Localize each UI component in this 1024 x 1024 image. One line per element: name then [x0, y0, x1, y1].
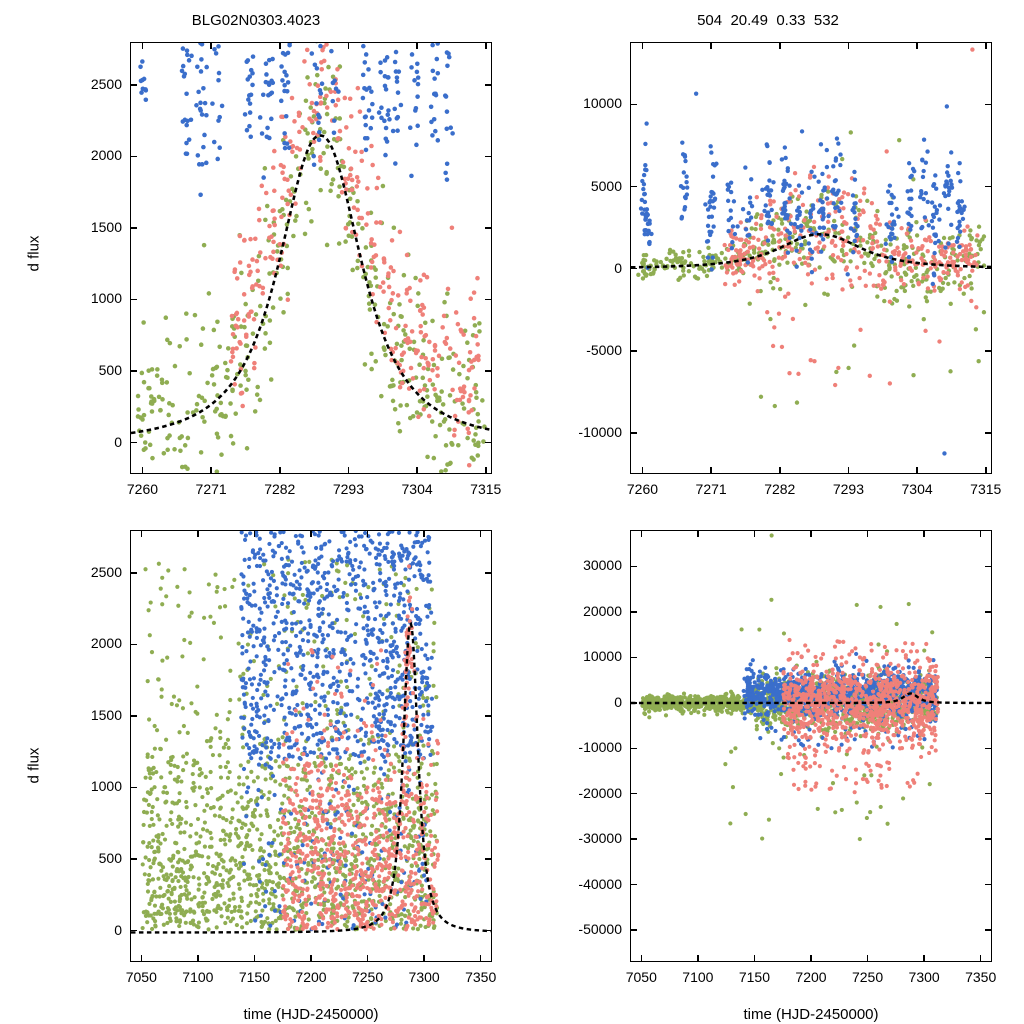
x-tick [779, 467, 781, 474]
x-tick [480, 955, 482, 962]
x-tick-label: 7282 [764, 481, 796, 497]
y-tick [630, 611, 637, 613]
x-tick [348, 42, 350, 49]
y-tick-label: -50000 [578, 921, 622, 938]
y-tick [630, 432, 637, 434]
y-tick-label: -10000 [578, 423, 622, 440]
x-tick-label: 7100 [682, 969, 714, 985]
y-tick [630, 186, 637, 188]
x-tick [641, 530, 643, 537]
y-tick [485, 787, 492, 789]
y-tick-label: 500 [98, 362, 122, 378]
panel-bottom-left-scatter [131, 531, 491, 961]
x-tick-label: 7350 [965, 969, 997, 985]
x-tick [810, 530, 812, 537]
y-tick [630, 702, 637, 704]
y-tick-label: -40000 [578, 875, 622, 892]
y-tick [985, 268, 992, 270]
y-tick [985, 186, 992, 188]
y-tick-label: 0 [114, 921, 122, 938]
x-tick [416, 467, 418, 474]
y-tick [985, 702, 992, 704]
y-tick-label: 500 [98, 850, 122, 866]
y-tick [985, 350, 992, 352]
panel-top-right [512, 0, 1024, 512]
x-tick [916, 467, 918, 474]
y-tick-label: 1000 [90, 778, 122, 795]
x-tick [642, 467, 644, 474]
y-tick [130, 644, 137, 646]
y-tick-label: 20000 [583, 602, 622, 619]
y-tick-label: -20000 [578, 784, 622, 801]
x-tick [754, 530, 756, 537]
y-tick [485, 442, 492, 444]
y-tick-label: -5000 [586, 341, 622, 358]
x-tick [697, 530, 699, 537]
x-tick [254, 955, 256, 962]
x-tick [310, 530, 312, 537]
y-tick [130, 858, 137, 860]
y-tick-label: 1000 [90, 290, 122, 307]
y-tick [130, 442, 137, 444]
y-tick [985, 657, 992, 659]
panel-top-left-ylabel: d flux [25, 235, 43, 272]
panel-bottom-right-plot-area[interactable] [630, 530, 992, 962]
y-tick [630, 748, 637, 750]
x-tick-label: 7050 [625, 969, 657, 985]
y-tick-label: -30000 [578, 830, 622, 847]
x-tick [985, 467, 987, 474]
x-tick [697, 955, 699, 962]
y-tick [985, 884, 992, 886]
x-tick [423, 955, 425, 962]
y-tick [630, 793, 637, 795]
x-tick [641, 955, 643, 962]
panel-bottom-left-plot-area[interactable] [130, 530, 492, 962]
y-tick [130, 299, 137, 301]
y-tick [485, 370, 492, 372]
x-tick-label: 7293 [332, 481, 365, 497]
x-tick-label: 7300 [408, 969, 440, 985]
y-tick [985, 611, 992, 613]
x-tick-label: 7150 [238, 969, 271, 985]
panel-top-left-scatter [131, 43, 491, 473]
panel-top-right-scatter [631, 43, 991, 473]
x-tick [279, 42, 281, 49]
x-tick [923, 955, 925, 962]
y-tick [130, 572, 137, 574]
x-tick [141, 530, 143, 537]
x-tick [141, 955, 143, 962]
panel-bottom-left-ylabel: d flux [25, 747, 43, 784]
panel-bottom-right [512, 512, 1024, 1024]
x-tick-label: 7250 [851, 969, 884, 985]
x-tick [367, 530, 369, 537]
y-tick [630, 884, 637, 886]
x-tick [848, 467, 850, 474]
y-tick [630, 929, 637, 931]
y-tick-label: 2000 [90, 147, 122, 164]
x-tick-label: 7271 [195, 481, 227, 497]
y-tick [130, 787, 137, 789]
x-tick [279, 467, 281, 474]
y-tick-label: 30000 [583, 557, 622, 574]
x-tick [416, 42, 418, 49]
y-tick-label: 10000 [583, 648, 622, 665]
y-tick [485, 715, 492, 717]
x-tick [310, 955, 312, 962]
y-tick [630, 268, 637, 270]
y-tick [485, 930, 492, 932]
panel-top-right-title: 504 20.49 0.33 532 [697, 12, 839, 29]
x-tick-label: 7200 [295, 969, 327, 985]
y-tick-label: 0 [614, 693, 622, 710]
y-tick [130, 84, 137, 86]
y-tick [630, 350, 637, 352]
x-tick [348, 467, 350, 474]
y-tick-label: 0 [114, 433, 122, 450]
x-tick [980, 530, 982, 537]
x-tick-label: 7350 [465, 969, 497, 985]
x-tick [367, 955, 369, 962]
x-tick [485, 42, 487, 49]
x-tick [810, 955, 812, 962]
y-tick-label: -10000 [578, 739, 622, 756]
x-tick-label: 7050 [125, 969, 157, 985]
y-tick [985, 793, 992, 795]
y-tick [130, 370, 137, 372]
y-tick [985, 929, 992, 931]
y-tick-label: 10000 [583, 95, 622, 112]
x-tick [142, 42, 144, 49]
y-tick-label: 0 [614, 259, 622, 276]
y-tick [485, 227, 492, 229]
panel-top-right-plot-area[interactable] [630, 42, 992, 474]
panel-bottom-right-xlabel: time (HJD-2450000) [743, 1006, 879, 1023]
y-tick [630, 838, 637, 840]
y-tick [630, 104, 637, 106]
x-tick [210, 467, 212, 474]
y-tick-label: 2500 [90, 563, 122, 580]
x-tick-label: 7315 [970, 481, 1002, 497]
x-tick [710, 42, 712, 49]
panel-bottom-right-scatter [631, 531, 991, 961]
x-tick-label: 7150 [738, 969, 771, 985]
x-tick-label: 7271 [695, 481, 727, 497]
x-tick [848, 42, 850, 49]
x-tick [710, 467, 712, 474]
x-tick [779, 42, 781, 49]
x-tick-label: 7293 [832, 481, 865, 497]
panel-top-left-title: BLG02N0303.4023 [191, 12, 321, 29]
y-tick [485, 858, 492, 860]
y-tick [130, 930, 137, 932]
x-tick [210, 42, 212, 49]
model-curve [131, 136, 491, 433]
x-tick [642, 42, 644, 49]
y-tick [130, 227, 137, 229]
x-tick [985, 42, 987, 49]
x-tick-label: 7200 [795, 969, 827, 985]
x-tick [197, 955, 199, 962]
x-tick [197, 530, 199, 537]
y-tick-label: 1500 [90, 218, 122, 235]
y-tick [985, 104, 992, 106]
x-tick [916, 42, 918, 49]
y-tick [130, 156, 137, 158]
y-tick [485, 644, 492, 646]
y-tick-label: 2500 [90, 75, 122, 92]
y-tick [985, 838, 992, 840]
x-tick-label: 7304 [901, 481, 933, 497]
x-tick [867, 955, 869, 962]
y-tick [485, 84, 492, 86]
x-tick [142, 467, 144, 474]
y-tick-label: 1500 [90, 706, 122, 723]
panel-bottom-left-xlabel: time (HJD-2450000) [243, 1006, 379, 1023]
x-tick [980, 955, 982, 962]
x-tick [923, 530, 925, 537]
y-tick [485, 299, 492, 301]
x-tick-label: 7100 [182, 969, 214, 985]
y-tick-label: 2000 [90, 635, 122, 652]
x-tick-label: 7315 [470, 481, 502, 497]
x-tick [485, 467, 487, 474]
y-tick [985, 566, 992, 568]
panel-top-left [0, 0, 512, 512]
y-tick [630, 566, 637, 568]
x-tick [254, 530, 256, 537]
y-tick [485, 156, 492, 158]
y-tick [985, 432, 992, 434]
x-tick [423, 530, 425, 537]
x-tick [867, 530, 869, 537]
y-tick [985, 748, 992, 750]
y-tick [485, 572, 492, 574]
y-tick-label: 5000 [590, 177, 622, 194]
x-tick-label: 7282 [264, 481, 296, 497]
x-tick-label: 7304 [401, 481, 433, 497]
y-tick [130, 715, 137, 717]
x-tick-label: 7300 [908, 969, 940, 985]
x-tick-label: 7250 [351, 969, 384, 985]
x-tick [480, 530, 482, 537]
y-tick [630, 657, 637, 659]
x-tick-label: 7260 [626, 481, 659, 497]
x-tick-label: 7260 [126, 481, 159, 497]
panel-bottom-left [0, 512, 512, 1024]
panel-top-left-plot-area[interactable] [130, 42, 492, 474]
x-tick [754, 955, 756, 962]
